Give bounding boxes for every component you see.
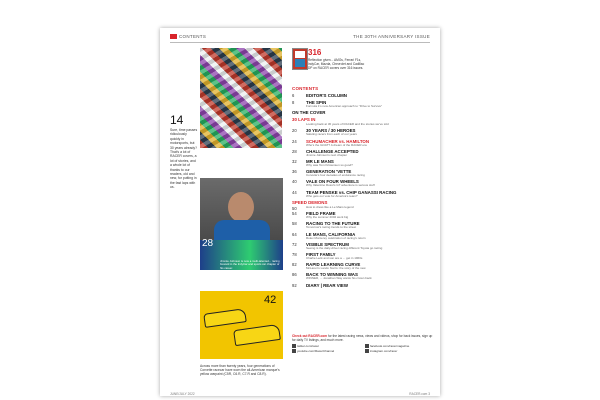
toc-title: TEAM PENSKE vs. CHIP GANASSI RACING (306, 189, 397, 195)
toc-entry[interactable] (292, 211, 434, 220)
toc-page-number: 40 (292, 179, 297, 185)
toc-entry[interactable] (292, 232, 434, 241)
toc-page-number: 32 (292, 158, 297, 164)
cover-316-blurb: Reflection given... AMGs, Ferrari F1s, IndyCar, Mazda, Chevrolet and Cadillac DP on RACER covers over 316 issues. (308, 58, 365, 70)
toc-description: Corvette's four decades of endurance racing (306, 173, 365, 178)
toc-description: Tomorrow's racing trends to the street (306, 225, 357, 230)
instagram-icon (365, 349, 369, 353)
toc-entry[interactable] (292, 272, 434, 281)
toc-description: Saluting racers from each of our years (306, 132, 357, 137)
social-link[interactable] (365, 349, 434, 353)
toc-page-number: 44 (292, 189, 297, 195)
toc-title: FIRST FAMILY (306, 252, 336, 258)
toc-description: WINNER, ... Jonathan Way wants his crown back (306, 276, 372, 281)
toc-page-number: 24 (292, 138, 297, 144)
cover-316-image (292, 48, 308, 70)
toc-page-number: 28 (292, 148, 297, 154)
toc-entry[interactable] (292, 179, 434, 188)
toc-title: FIELD FRAME (306, 211, 336, 217)
toc-title: VISIBLE SPECTRUM (306, 241, 349, 247)
toc-title: SCHUMACHER vs. HAMILTON (306, 138, 370, 144)
page-footer (292, 334, 434, 353)
table-of-contents (292, 86, 434, 289)
toc-description: Rolex Monterey celebration of racing's return (306, 235, 366, 240)
issue-date: JUNE/JULY 2022 (170, 392, 195, 396)
toc-title: RAPID LEARNING CURVE (306, 262, 361, 268)
social-label: instagram.com/racer (370, 349, 398, 354)
toc-page-number: 72 (292, 241, 297, 247)
toc-page-number: 78 (292, 252, 297, 258)
social-label: twitter.com/racer (297, 344, 320, 348)
promo-lead[interactable]: Check out RACER.com (292, 334, 328, 338)
toc-title: THE SPIN (306, 99, 327, 105)
racer-promo (292, 334, 434, 342)
toc-title: RACING TO THE FUTURE (306, 221, 360, 227)
feature-42-number: 42 (264, 294, 277, 306)
cover-316-number: 316 (308, 48, 322, 57)
toc-title: VALE ON FOUR WHEELS (306, 179, 359, 185)
page-number: RACER.com 3 (409, 392, 430, 396)
header-issue: THE 30TH ANNIVERSARY ISSUE (353, 34, 430, 39)
toc-entry[interactable] (292, 123, 434, 127)
toc-page-number: 58 (292, 221, 297, 227)
toc-subheading: SPEED DEMONS (292, 200, 328, 206)
social-link[interactable] (292, 349, 361, 353)
toc-entry[interactable] (292, 190, 434, 199)
feature-14-blurb: Sure, time passes ridiculously quickly in motorsports, but 30 years already? That's a lot of RACER covers, a lot of stories, and a whole lot of thanks to our readers, old and new, for putting in the fast laps with us. (170, 128, 198, 190)
racer-logo-icon (170, 34, 177, 39)
twitter-icon (292, 344, 296, 348)
toc-entry[interactable] (292, 100, 434, 109)
toc-title: DIARY | REAR VIEW (306, 282, 348, 288)
toc-entry[interactable] (292, 128, 434, 137)
toc-heading: CONTENTS (292, 86, 319, 91)
header-rule (170, 42, 430, 43)
toc-list (292, 93, 434, 288)
feature-28-caption: Jimmie Johnson is now a multi-talented... racing forward in the IndyCar and sports car chapter of his career. (220, 259, 280, 270)
youtube-icon (292, 349, 296, 353)
toc-entry[interactable] (292, 149, 434, 158)
toc-entry[interactable] (292, 139, 434, 148)
toc-page-number: 6 (292, 93, 295, 98)
toc-description: Looking back at 30 years of RACER and the stories we've told (306, 122, 389, 127)
toc-description: Who's the GOAT? A dream of the RACER era (306, 142, 367, 147)
magazine-page (160, 28, 440, 396)
toc-description: Jimmie Johnson's next chapter (306, 152, 348, 157)
toc-entry[interactable] (292, 252, 434, 261)
toc-description: McLaren's Lando Norris: the story of the new (306, 266, 366, 271)
toc-title: BACK TO WINNING WAS (306, 272, 358, 278)
toc-title: EDITOR'S COLUMN (306, 93, 347, 98)
toc-description: Seeing is the daily-driver racing different Toyota go racing (306, 245, 383, 250)
toc-subheading: 30 LAPS IN (292, 117, 316, 123)
social-label: youtube.com/RacerChannel (297, 349, 335, 354)
toc-title: 30 YEARS / 30 HEROES (306, 128, 356, 134)
toc-page-number: 50 (292, 206, 297, 212)
toc-entry[interactable] (292, 93, 434, 98)
toc-page-number: 54 (292, 211, 297, 217)
toc-page-number: 8 (292, 99, 295, 105)
page-header (170, 34, 430, 42)
toc-entry[interactable] (292, 169, 434, 178)
feature-14-number: 14 (170, 113, 184, 127)
toc-title: LE MANS, CALIFORNIA (306, 231, 356, 237)
header-section: CONTENTS (179, 34, 207, 39)
toc-description: Why the summer 2002 went big (306, 215, 349, 220)
toc-description: Why was Tom Kristensen so good? (306, 162, 353, 167)
toc-page-number: 92 (292, 282, 297, 288)
social-links (292, 344, 434, 353)
social-label: facebook.com/racermagazine (370, 344, 410, 348)
toc-page-number: 86 (292, 272, 297, 278)
covers-collage-image (200, 48, 282, 148)
facebook-icon (365, 344, 369, 348)
toc-page-number: 64 (292, 231, 297, 237)
toc-entry[interactable] (292, 283, 434, 288)
toc-page-number: 20 (292, 128, 297, 134)
toc-title: GENERATION 'VETTE (306, 169, 352, 175)
toc-description: Why Valentino Rossi's GT adventure is serious stuff (306, 183, 375, 188)
toc-page-number: 36 (292, 169, 297, 175)
social-link[interactable] (292, 344, 361, 348)
feature-42-caption: Across more than twenty years, four generations of Corvette racecar have worn the all-American marque's yellow warpaint (C5R, C6.R, C7.R and C8.R). (200, 364, 280, 377)
toc-entry[interactable] (292, 262, 434, 271)
toc-description: Formula 1's new American approach to "Drive to Survive" (306, 103, 383, 108)
toc-entry[interactable] (292, 221, 434, 230)
feature-28-number: 28 (202, 238, 214, 249)
toc-description: Who gets our vote for America's team? (306, 193, 358, 198)
toc-title: MR LE MANS (306, 158, 334, 164)
toc-description: How to dress like a Le Mans legend (306, 205, 354, 210)
toc-subheading: ON THE COVER (292, 110, 326, 116)
toc-description: Charlie Leck and son are a ... get in 1960s (306, 256, 363, 261)
toc-entry[interactable] (292, 206, 434, 210)
toc-title: CHALLENGE ACCEPTED (306, 148, 359, 154)
promo-text: for the latest racing news, views and videos, shop for back issues, sign up for daily TV listings, and much more. (292, 334, 433, 342)
toc-entry[interactable] (292, 159, 434, 168)
toc-page-number: 82 (292, 262, 297, 268)
toc-entry[interactable] (292, 242, 434, 251)
social-link[interactable] (365, 344, 434, 348)
